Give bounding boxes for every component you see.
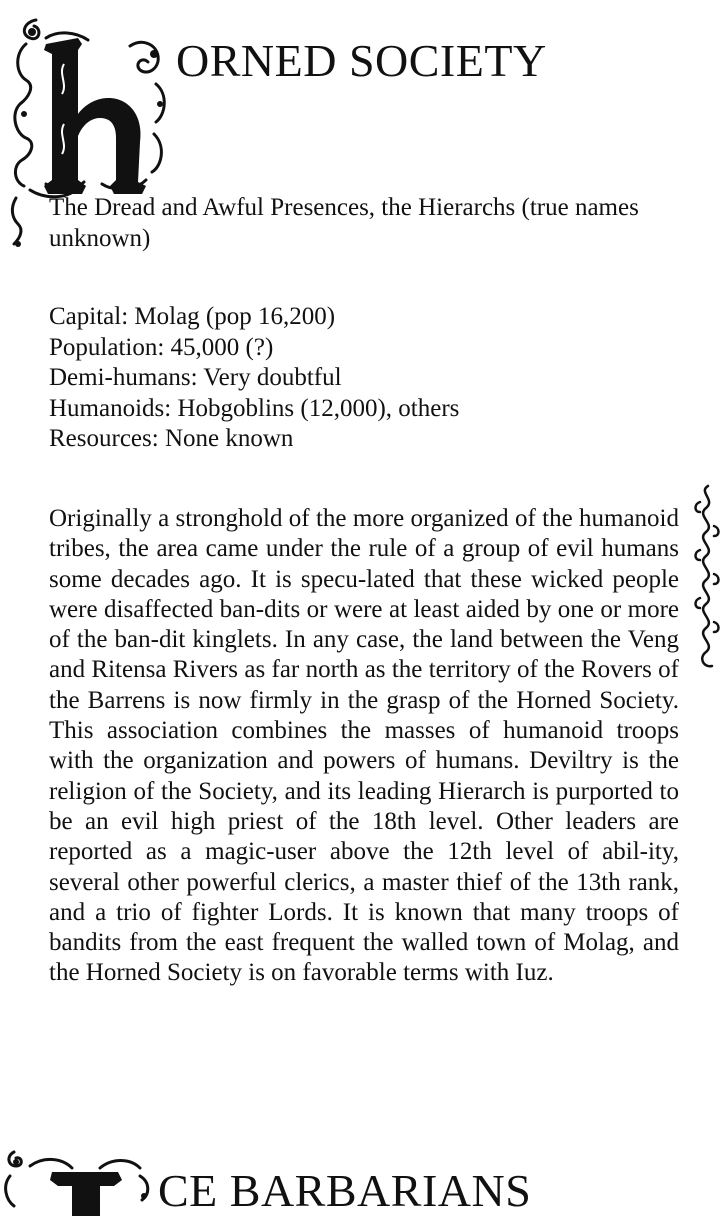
facts-list (49, 302, 689, 455)
next-section-heading: CE BARBARIANS (158, 1165, 532, 1216)
vine-ornament-icon (690, 482, 720, 672)
decorative-initial-i-icon (0, 1146, 160, 1216)
fact-demi-humans: Demi-humans: Very doubtful (49, 364, 342, 391)
fact-population: Population: 45,000 (?) (49, 333, 274, 361)
description-paragraph: Originally a stronghold of the more organized of the humanoid tribes, the area came under the rule of a group of evil humans some decades ago. It is specu-lated that these wicked people were disaffected ban-dits or were at least aided by one or more of the ban-dit kinglets. In any case, the land between the Veng and Ritensa Rivers as far north as the territory of the Rovers of the Barrens is now firmly in the grasp of the Horned Society. This association combines the masses of humanoid troops with the organization and powers of humans. Deviltry is the religion of the Society, and its leading Hierarch is purported to be an evil high priest of the 18th level. Other leaders are reported as a magic-user above the 12th level of abil-ity, several other powerful clerics, a master thief of the 13th rank, and a trio of fighter Lords. It is known that many troops of bandits from the east frequent the walled town of Molag, and the Horned Society is on favorable terms with Iuz. (49, 505, 679, 987)
fact-capital: Capital: Molag (pop 16,200) (49, 303, 336, 330)
ruler-line: The Dread and Awful Presences, the Hierarchs (true names unknown) (49, 194, 639, 252)
section-heading: ORNED SOCIETY (176, 35, 547, 86)
fact-humanoids: Humanoids: Hobgoblins (12,000), others (49, 394, 460, 422)
fact-resources: Resources: None known (49, 425, 294, 452)
